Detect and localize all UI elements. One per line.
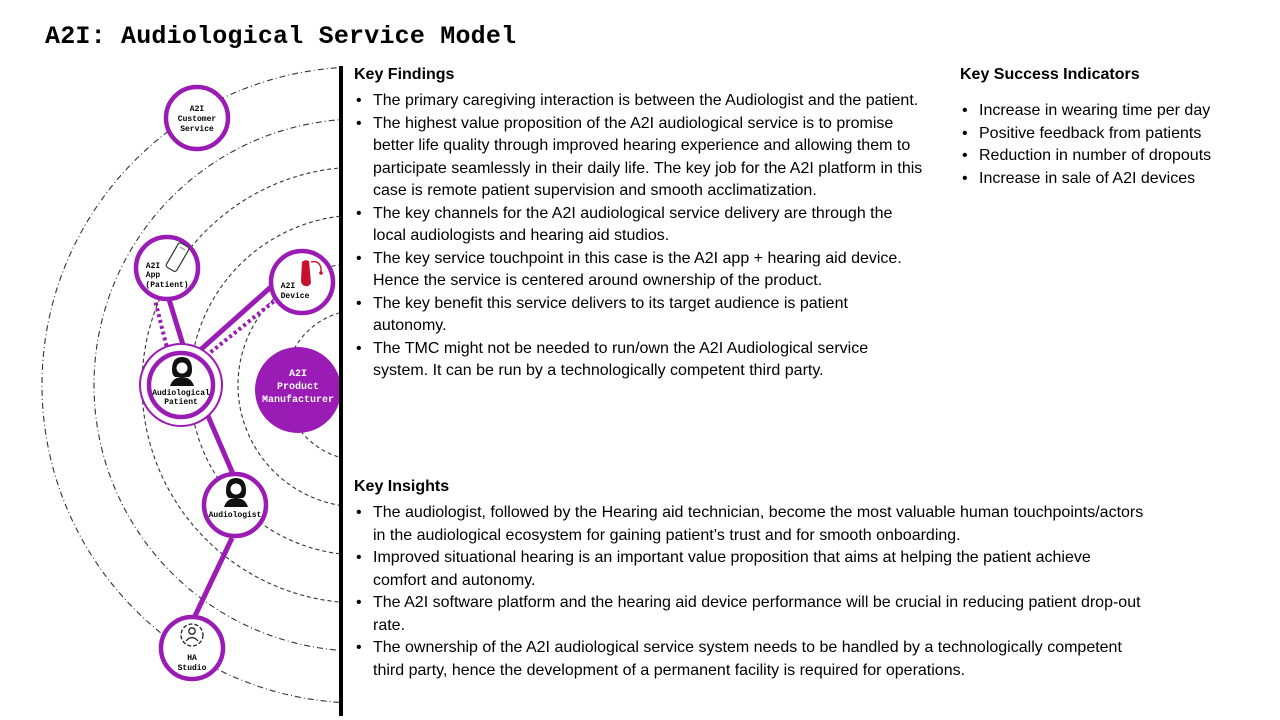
link-audiologist-studio [194, 538, 232, 618]
link-patient-device [198, 286, 272, 352]
link-patient-app [168, 296, 184, 348]
list-item: • Improved situational hearing is an important value proposition that aims at helping the patient achieve comfort and autonomy. [354, 547, 1144, 592]
node-label: A2I [288, 369, 308, 380]
list-item: • Increase in wearing time per day [960, 100, 1260, 123]
list-item: • Reduction in number of dropouts [960, 145, 1260, 168]
list-item: • The A2I software platform and the hearing aid device performance will be crucial in reducing patient drop-out rate. [354, 592, 1144, 637]
key-findings-list [354, 90, 924, 383]
link-patient-app-dotted [155, 300, 168, 352]
list-item: • The ownership of the A2I audiological service system needs to be handled by a technologically competent third party, hence the development of a permanent facility is required for operations. [354, 637, 1144, 682]
node-app [136, 237, 198, 299]
list-item: • The audiologist, followed by the Hearing aid technician, become the most valuable human touchpoints/actors in the audiological ecosystem for gaining patient’s trust and for smooth onboarding. [354, 502, 1144, 547]
key-insights-heading: Key Insights [354, 478, 450, 495]
service-model-diagram [0, 0, 345, 720]
list-item: • The key benefit this service delivers to its target audience is patient autonomy. [354, 293, 924, 338]
node-label: App [145, 271, 161, 280]
node-studio [161, 617, 223, 679]
node-label: Audiologist [208, 511, 262, 520]
node-label: Customer [177, 115, 217, 124]
node-label: A2I [189, 105, 205, 114]
list-item: • The key channels for the A2I audiological service delivery are through the local audiologists and hearing aid studios. [354, 203, 924, 248]
node-label: HA [187, 654, 197, 663]
node-label: Product [276, 382, 320, 393]
node-device [271, 251, 333, 313]
node-label: Manufacturer [261, 395, 335, 406]
key-insights-list [354, 502, 1144, 682]
link-patient-audiologist [208, 416, 233, 474]
list-item: • Positive feedback from patients [960, 123, 1260, 146]
key-findings-heading: Key Findings [354, 66, 455, 83]
list-item: • Increase in sale of A2I devices [960, 168, 1260, 191]
node-patient [140, 344, 222, 426]
node-manufacturer [255, 347, 341, 433]
vertical-divider [339, 66, 343, 716]
list-item: • The TMC might not be needed to run/own the A2I Audiological service system. It can be run by a technologically competent third party. [354, 338, 924, 383]
node-audiologist [204, 474, 266, 536]
page-title: A2I: Audiological Service Model [45, 22, 517, 51]
key-success-indicators-heading: Key Success Indicators [960, 66, 1140, 83]
node-label: (Patient) [145, 281, 189, 290]
list-item: • The highest value proposition of the A2I audiological service is to promise better life quality through improved hearing experience and allowing them to participate seamlessly in their daily life. The key job for the A2I platform in this case is remote patient supervision and smooth acclimatization. [354, 113, 924, 203]
list-item: • The key service touchpoint in this case is the A2I app + hearing aid device. Hence the service is centered around ownership of the product. [354, 248, 924, 293]
connectors [155, 286, 278, 618]
list-item: • The primary caregiving interaction is between the Audiologist and the patient. [354, 90, 924, 113]
node-label: Device [280, 292, 310, 301]
node-label: Studio [177, 664, 207, 673]
node-label: Service [180, 125, 214, 134]
key-success-indicators-list [960, 100, 1260, 190]
node-customer-service [166, 87, 228, 149]
node-label: A2I [280, 282, 296, 291]
node-label: A2I [145, 262, 161, 271]
node-label: Audiological [152, 389, 210, 398]
link-patient-device-dotted [206, 298, 278, 356]
node-label: Patient [164, 398, 198, 407]
